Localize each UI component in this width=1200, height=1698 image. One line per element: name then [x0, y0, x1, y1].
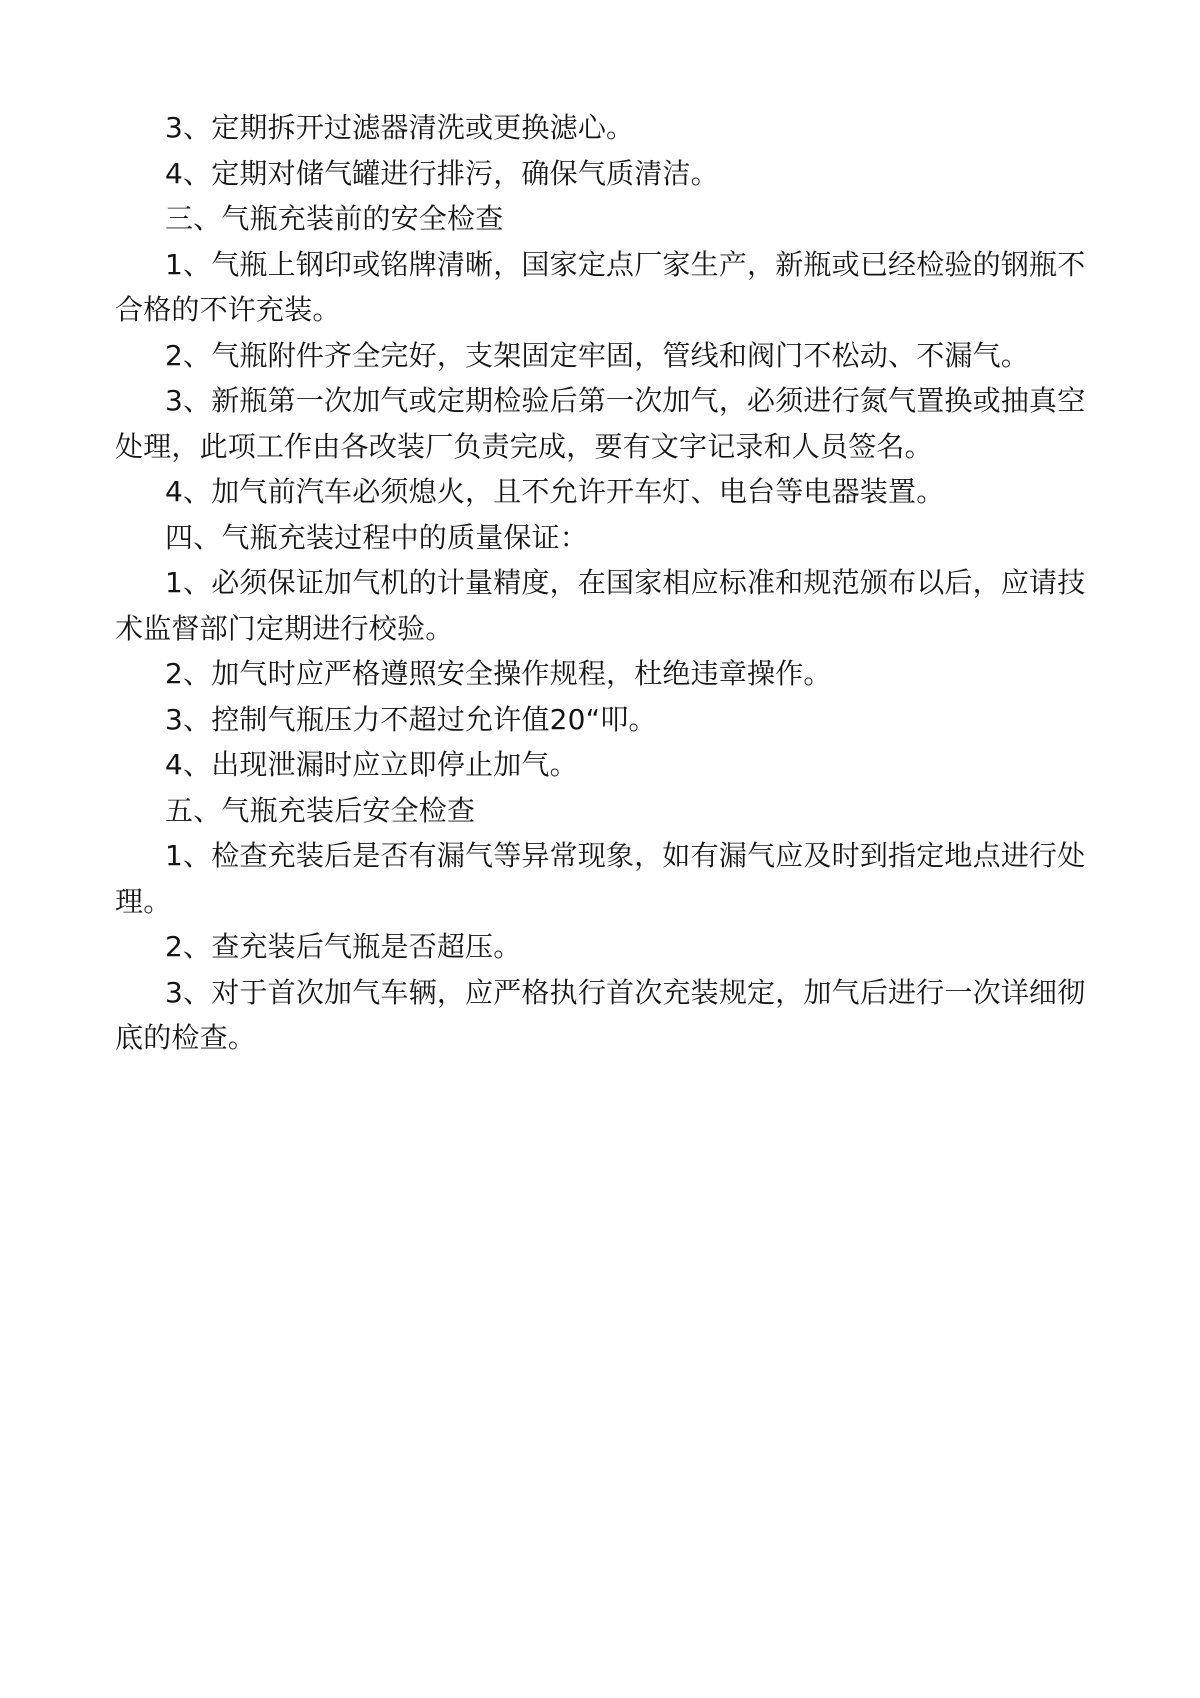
paragraph-leak-stop: 4、出现泄漏时应立即停止加气。	[165, 748, 578, 781]
section-heading-quality-assurance: 四、气瓶充装过程中的质量保证：	[165, 520, 589, 554]
paragraph-engine-off: 4、加气前汽车必须熄火，且不允许开车灯、电台等电器装置。	[165, 475, 945, 508]
paragraph-leak-inspection: 1、检查充装后是否有漏气等异常现象，如有漏气应及时到指定地点进行处理。	[115, 839, 1086, 918]
paragraph-overpressure-check: 2、查充装后气瓶是否超压。	[165, 930, 522, 963]
paragraph-cylinder-fittings: 2、气瓶附件齐全完好，支架固定牢固，管线和阀门不松动、不漏气。	[165, 338, 1030, 372]
paragraph-pressure-limit: 3、控制气瓶压力不超过允许值20“叩。	[165, 702, 657, 736]
section-heading-post-filling-check: 五、气瓶充装后安全检查	[165, 793, 476, 827]
paragraph-first-fill-inspection: 3、对于首次加气车辆，应严格执行首次充装规定，加气后进行一次详细彻底的检查。	[115, 975, 1086, 1054]
paragraph-filter-cleaning: 3、定期拆开过滤器清洗或更换滤心。	[165, 111, 635, 144]
paragraph-operating-rules: 2、加气时应严格遵照安全操作规程，杜绝违章操作。	[165, 657, 832, 690]
paragraph-metering-accuracy: 1、必须保证加气机的计量精度，在国家相应标准和规范颁布以后，应请技术监督部门定期进行校验。	[115, 566, 1086, 645]
section-heading-pre-filling-check: 三、气瓶充装前的安全检查	[165, 202, 504, 235]
paragraph-tank-draining: 4、定期对储气罐进行排污，确保气质清洁。	[165, 156, 719, 190]
document-body	[115, 105, 1090, 1061]
paragraph-nitrogen-replacement: 3、新瓶第一次加气或定期检验后第一次加气，必须进行氮气置换或抽真空处理，此项工作由各改装厂负责完成，要有文字记录和人员签名。	[115, 384, 1086, 463]
paragraph-cylinder-marking: 1、气瓶上钢印或铭牌清晰，国家定点厂家生产，新瓶或已经检验的钢瓶不合格的不许充装。	[115, 247, 1086, 326]
